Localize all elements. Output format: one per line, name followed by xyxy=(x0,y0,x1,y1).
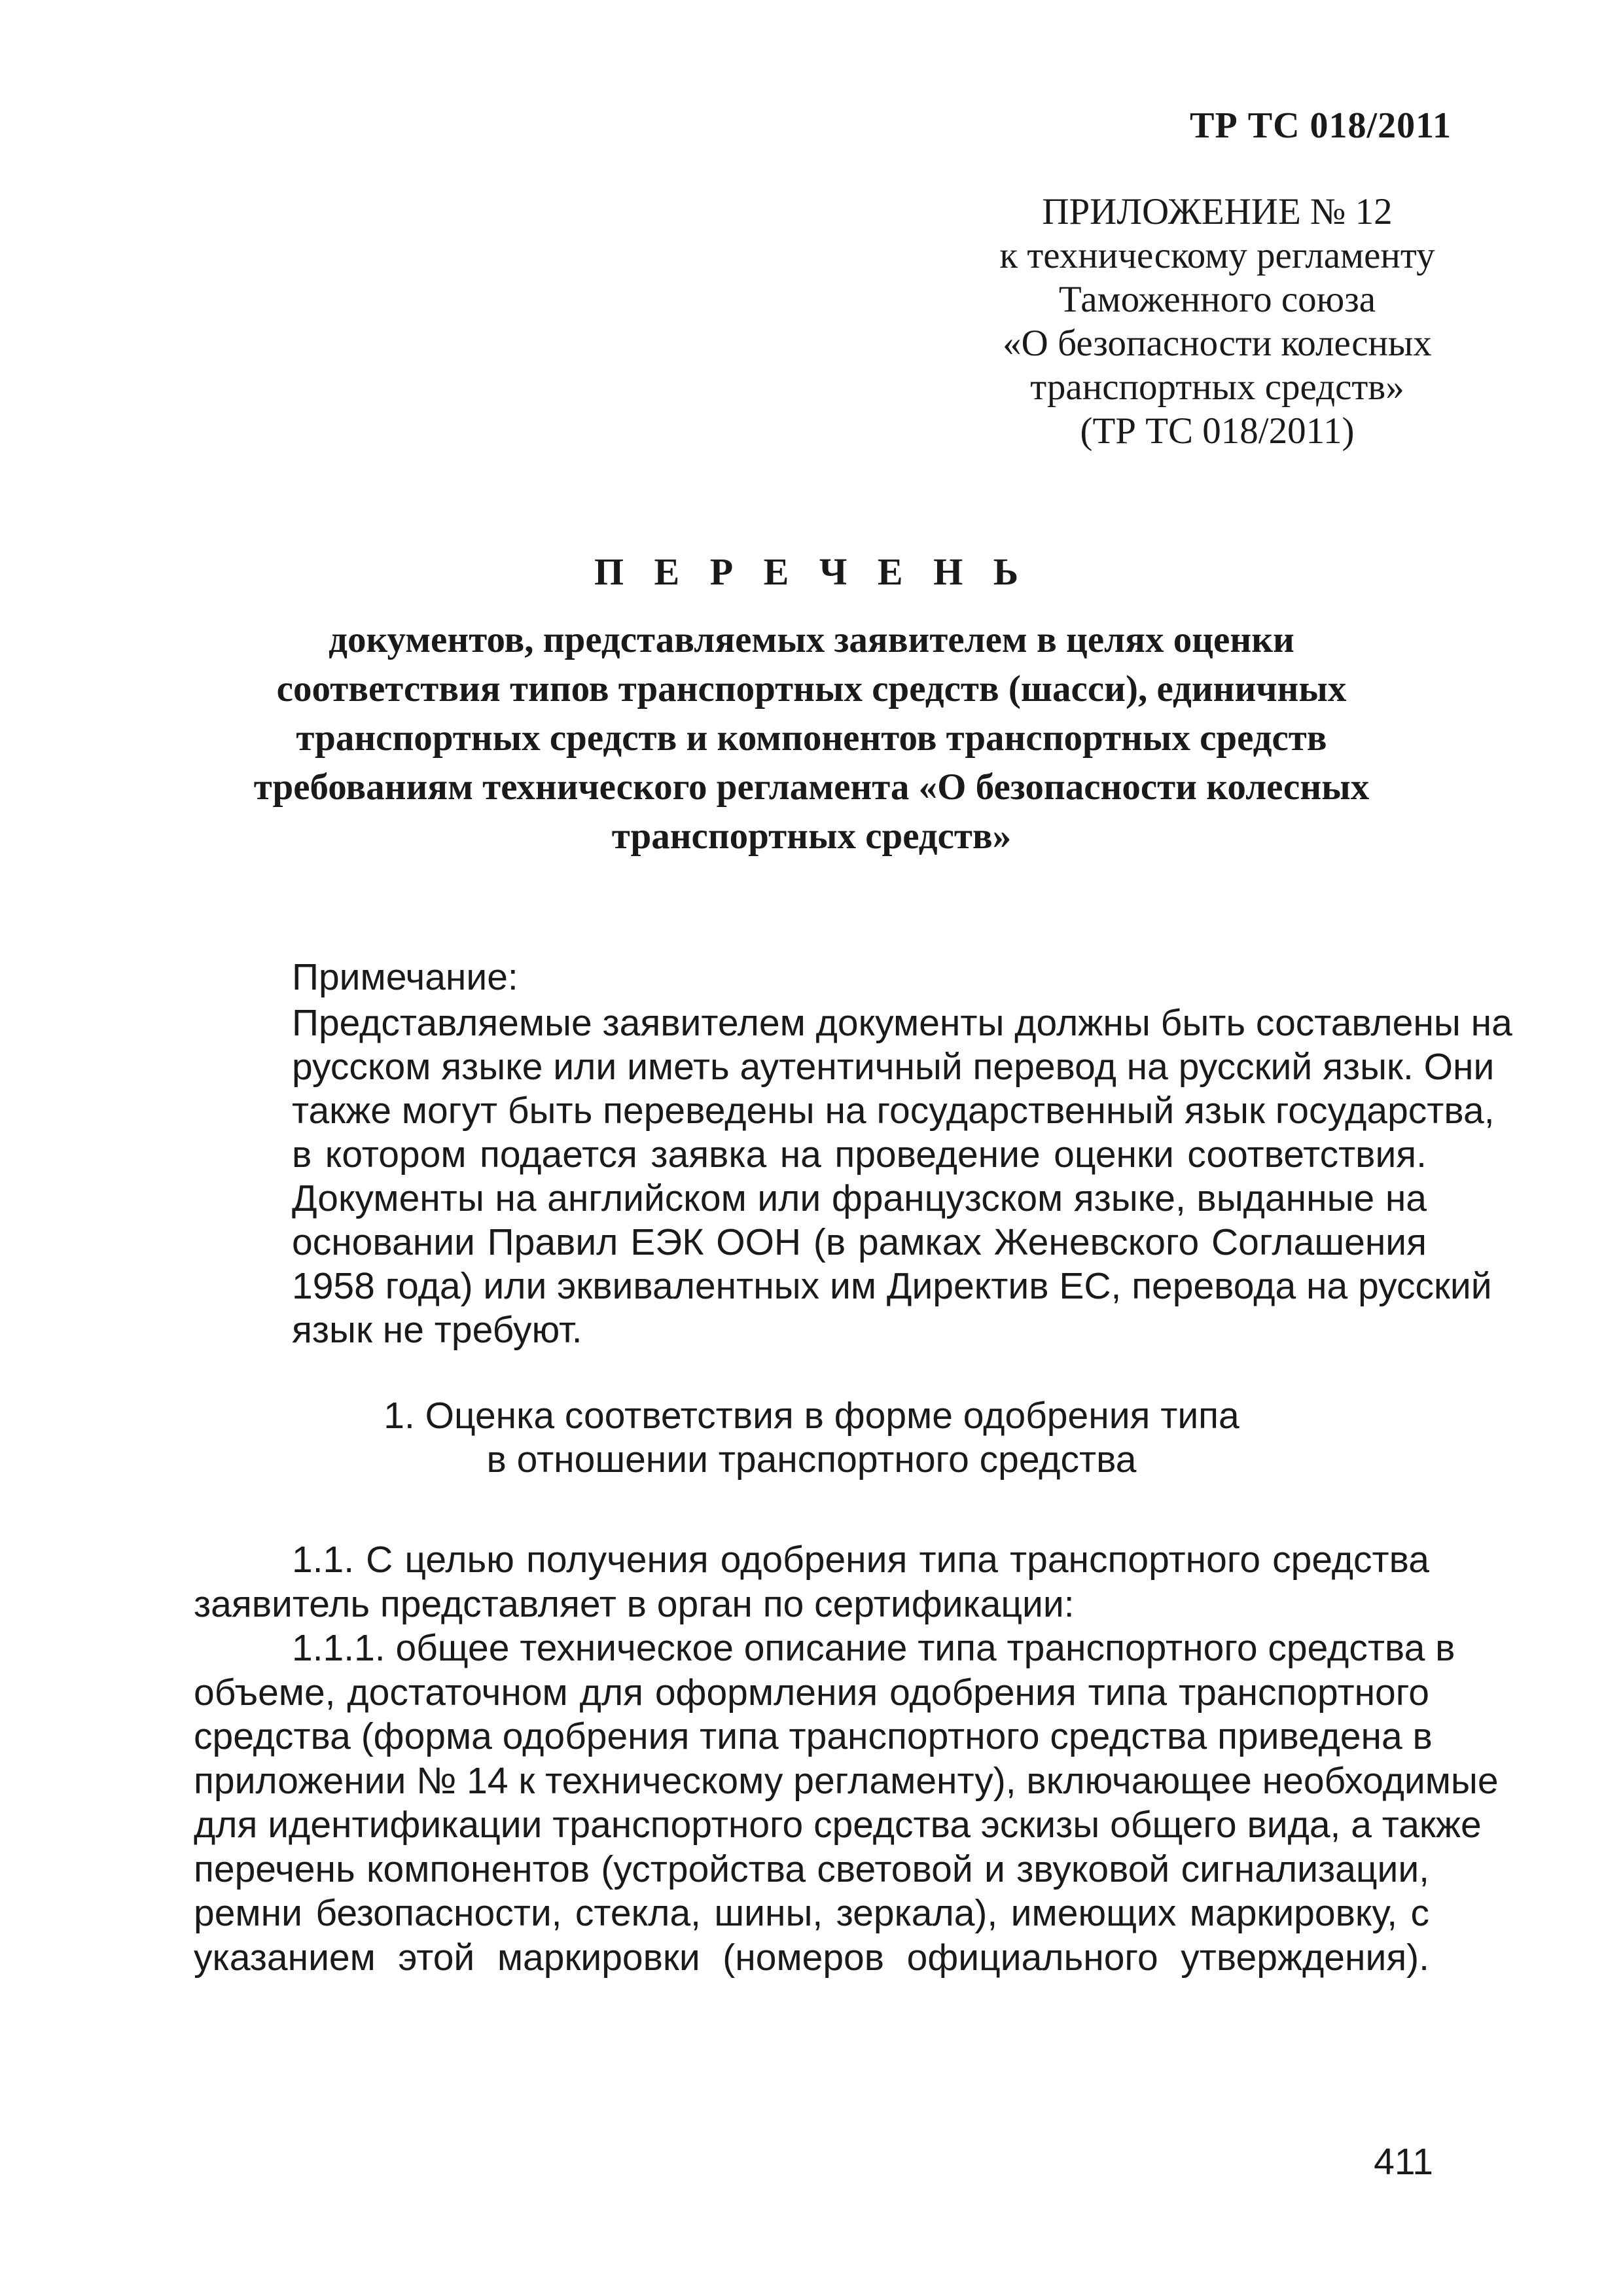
subtitle-line: транспортных средств и компонентов транспортных средств xyxy=(296,717,1327,759)
subtitle-line: документов, представляемых заявителем в целях оценки xyxy=(329,619,1294,660)
note-line: Документы на английском или французском языке, выданные на xyxy=(292,1177,1427,1219)
paragraph-line: для идентификации транспортного средства эскизы общего вида, а также xyxy=(194,1804,1482,1846)
note-line: Представляемые заявителем документы должны быть составлены на xyxy=(292,1002,1512,1044)
page-number: 411 xyxy=(1374,2141,1433,2183)
appendix-line: «О безопасности колесных xyxy=(1003,323,1432,364)
paragraph-line: перечень компонентов (устройства световой и звуковой сигнализации, xyxy=(194,1848,1429,1890)
list-subtitle xyxy=(196,615,1427,861)
section-heading xyxy=(196,1394,1427,1482)
section-heading-line: в отношении транспортного средства xyxy=(486,1439,1137,1480)
paragraph-line: 1.1.1. общее техническое описание типа транспортного средства в xyxy=(292,1627,1455,1669)
list-title: П Е Р Е Ч Е Н Ь xyxy=(594,550,1029,593)
note-line: также могут быть переведены на государственный язык государства, xyxy=(292,1090,1495,1132)
note-line: русском языке или иметь аутентичный перевод на русский язык. Они xyxy=(292,1046,1495,1088)
appendix-line: Таможенного союза xyxy=(1058,279,1376,320)
paragraph-line: указанием этой маркировки (номеров официального утверждения). xyxy=(194,1936,1429,1979)
paragraph-1-1 xyxy=(194,1538,1429,1626)
note-line: язык не требуют. xyxy=(292,1309,582,1351)
note-label: Примечание: xyxy=(292,956,518,998)
paragraph-line: ремни безопасности, стекла, шины, зеркала), имеющих маркировку, с xyxy=(194,1892,1429,1934)
subtitle-line: требованиям технического регламента «О безопасности колесных xyxy=(253,766,1370,808)
appendix-reference xyxy=(916,190,1518,453)
subtitle-line: соответствия типов транспортных средств (шасси), единичных xyxy=(276,668,1347,709)
appendix-line: транспортных средств» xyxy=(1030,367,1404,408)
paragraph-line: приложении № 14 к техническому регламенту), включающее необходимые xyxy=(194,1759,1499,1802)
note-line: 1958 года) или эквивалентных им Директив ЕС, перевода на русский xyxy=(292,1265,1492,1307)
paragraph-line: заявитель представляет в орган по сертификации: xyxy=(194,1583,1075,1625)
appendix-line: ПРИЛОЖЕНИЕ № 12 xyxy=(1042,191,1393,232)
note-line: в котором подается заявка на проведение оценки соответствия. xyxy=(292,1134,1427,1175)
document-code: ТР ТС 018/2011 xyxy=(1190,105,1452,146)
section-heading-line: 1. Оценка соответствия в форме одобрения типа xyxy=(383,1395,1240,1437)
note-line: основании Правил ЕЭК ООН (в рамках Женевского Соглашения xyxy=(292,1221,1427,1263)
paragraph-line: средства (форма одобрения типа транспортного средства приведена в xyxy=(194,1715,1433,1757)
note-body xyxy=(292,1001,1512,1352)
subtitle-line: транспортных средств» xyxy=(611,816,1012,857)
paragraph-line: объеме, достаточном для оформления одобрения типа транспортного xyxy=(194,1671,1429,1713)
appendix-line: к техническому регламенту xyxy=(999,235,1435,276)
paragraph-line: 1.1. С целью получения одобрения типа транспортного средства xyxy=(292,1539,1429,1581)
paragraph-1-1-1 xyxy=(194,1626,1499,1980)
appendix-line: (ТР ТС 018/2011) xyxy=(1080,410,1355,452)
